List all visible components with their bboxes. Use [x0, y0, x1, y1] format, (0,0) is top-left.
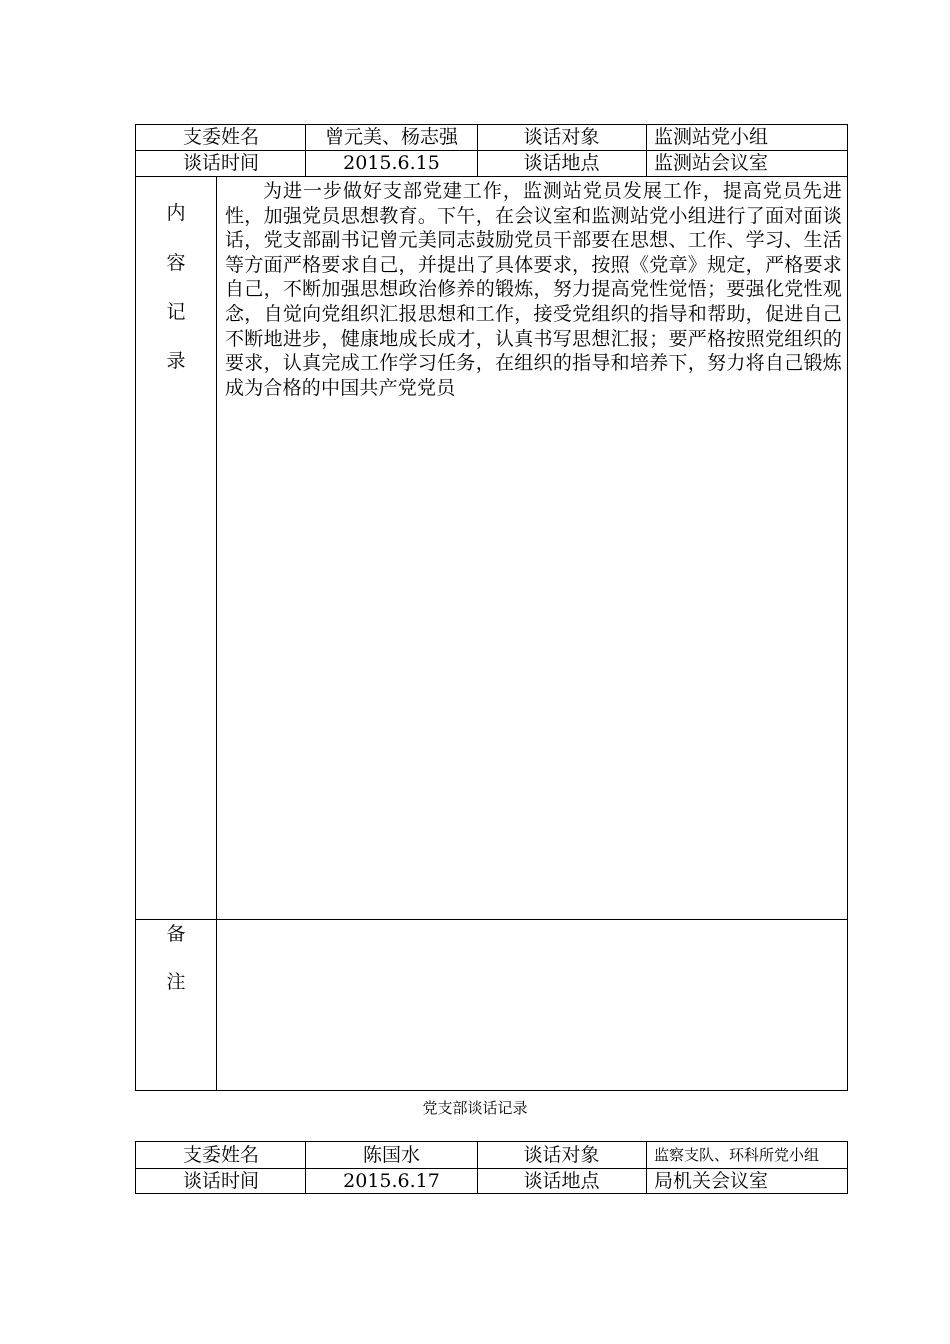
target-value: 监察支队、环科所党小组 — [654, 1145, 820, 1164]
content-label-1: 内 — [166, 202, 186, 224]
time-label: 谈话时间 — [182, 151, 259, 174]
time-label: 谈话时间 — [182, 1169, 259, 1192]
content-label-4: 录 — [166, 350, 186, 372]
record-caption: 党支部谈话记录 — [422, 1099, 528, 1117]
remarks-label-2: 注 — [166, 971, 186, 993]
place-label: 谈话地点 — [523, 151, 600, 174]
committee-label: 支委姓名 — [182, 126, 259, 148]
target-label: 谈话对象 — [523, 126, 600, 148]
time-value: 2015.6.17 — [343, 1169, 440, 1192]
record-table-1 — [135, 124, 848, 1091]
committee-value: 陈国水 — [362, 1143, 420, 1166]
place-value: 局机关会议室 — [654, 1169, 769, 1192]
target-value: 监测站党小组 — [654, 126, 769, 148]
committee-value: 曾元美、杨志强 — [324, 126, 458, 148]
remarks-label-1: 备 — [166, 923, 186, 945]
record-table-2 — [135, 1141, 848, 1194]
content-label-3: 记 — [166, 301, 186, 323]
place-value: 监测站会议室 — [654, 151, 769, 174]
content-text: 为进一步做好支部党建工作，监测站党员发展工作，提高党员先进性，加强党员思想教育。下午，在会议室和监测站党小组进行了面对面谈话，党支部副书记曾元美同志鼓励党员干部要在思想、工作、学习、生活等方面严格要求自己，并提出了具体要求，按照《党章》规定，严格要求自己，不断加强思想政治修养的锻炼，努力提高党性觉悟；要强化党性观念，自觉向党组织汇报思想和工作，接受党组织的指导和帮助，促进自己不断地进步，健康地成长成才，认真书写思想汇报；要严格按照党组织的要求，认真完成工作学习任务，在组织的指导和培养下，努力将自己锻炼成为合格的中国共产党党员 — [225, 180, 842, 399]
committee-label: 支委姓名 — [182, 1143, 259, 1166]
target-label: 谈话对象 — [523, 1143, 600, 1166]
time-value: 2015.6.15 — [343, 151, 440, 174]
content-label-2: 容 — [166, 252, 186, 274]
place-label: 谈话地点 — [523, 1169, 600, 1192]
